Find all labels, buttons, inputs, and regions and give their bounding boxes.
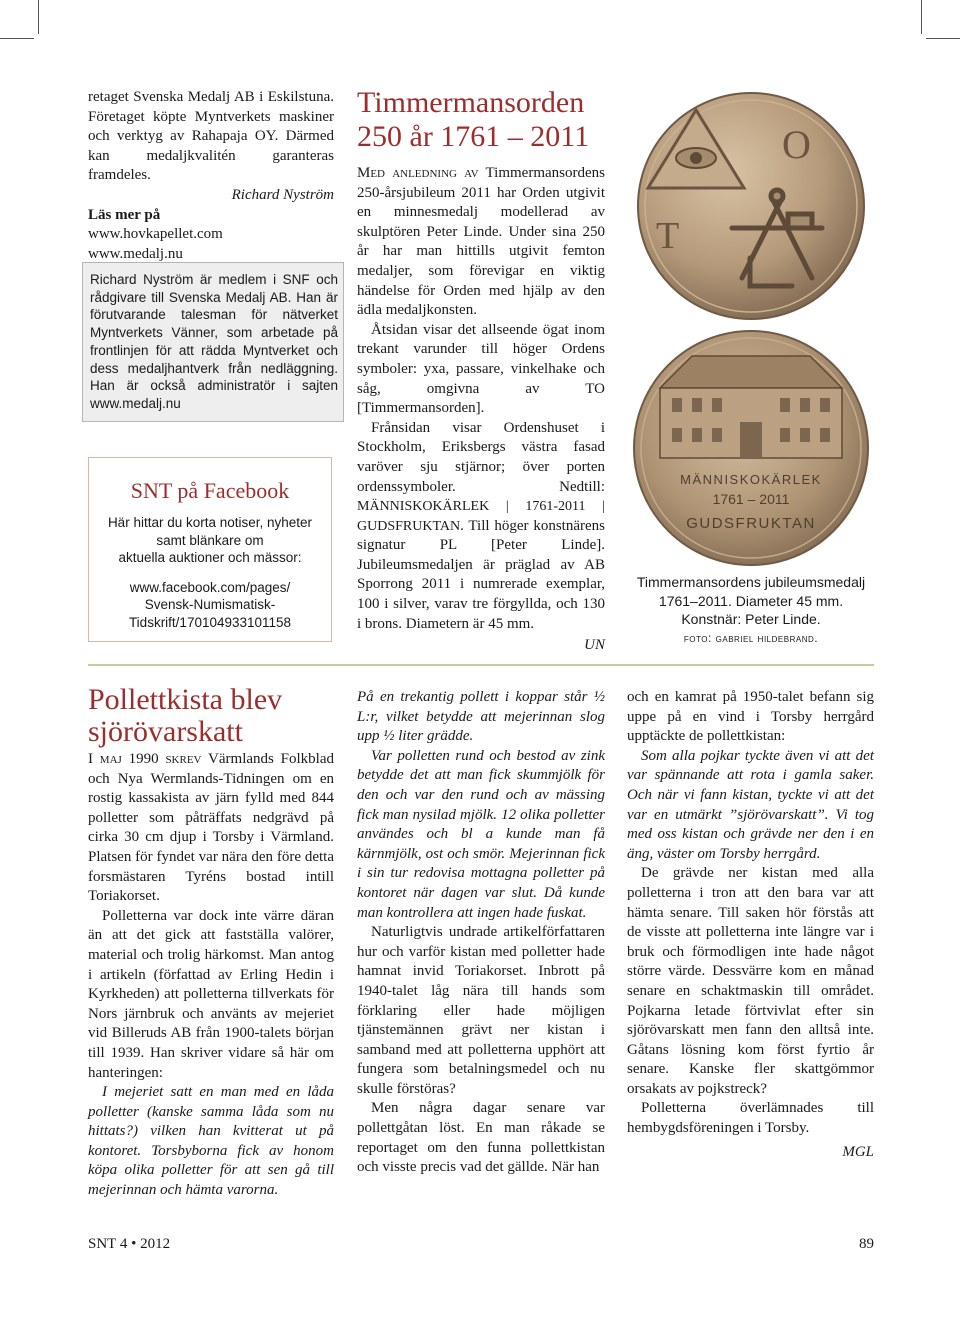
facebook-line: samt blänkare om — [156, 532, 264, 548]
medal-inscription: MÄNNISKOKÄRLEK | 1761-2011 | GUDSFRUKTAN — [357, 499, 605, 534]
paragraph: Värmlands Folkblad och Nya Wermlands-Tidningen om en rostig kassakista av järn fylld med 844 polletter som påträffats nedgrävd på cirka 30 cm djup i Torsby i Värmland. Platsen för fyndet var nära den före detta forsmästaren Tyréns bostad intill Toriakorset. — [88, 751, 334, 905]
lead-in: Med anledning av — [357, 165, 479, 181]
article-title: 250 år 1761 – 2011 — [357, 120, 590, 153]
author-bio-text: Richard Nyström är medlem i SNF och rådgivare till Svenska Medalj AB. Han är förutvarande talesman för nätverket Myntverkets Vänner, som arbetade på frontlinjen för att rädda Myntverket och dess medaljhantverk från nedläggning. Han är också administratör i sajten www.medalj.nu — [90, 272, 338, 411]
medal-image — [632, 88, 870, 568]
medal-caption: Timmermansordens jubileumsmedalj — [636, 574, 866, 590]
paragraph: och en kamrat på 1950-talet befann sig uppe på en vind i Torsby herrgård upptäckte de pollettkistan: — [627, 689, 874, 745]
building-icon — [660, 356, 842, 458]
lead-in: I maj — [88, 751, 122, 767]
paragraph: Timmermansordens 250-årsjubileum 2011 har Orden utgivit en minnesmedalj modellerad av skulptören Peter Linde. Under sina 250 år har man hittills utgivit femton medaljer, som förevigar en viktig händelse för Orden med hjälp av den ädla medaljkonsten. — [357, 165, 605, 319]
quote-paragraph: På en trekantig pollett i koppar står ½ L:r, vilket betydde att mejerinnan slog upp ½ liter grädde. — [357, 689, 605, 745]
paragraph: 1990 — [121, 751, 166, 767]
facebook-url[interactable]: Tidskrift/170104933101158 — [128, 614, 292, 630]
author-signature: Richard Nyström — [231, 186, 334, 203]
medal-inscription: 1761 – 2011 — [712, 491, 790, 507]
facebook-url[interactable]: Svensk-Numismatisk- — [144, 597, 276, 612]
article-title: Pollettkista blev — [88, 683, 283, 716]
paragraph: Naturligtvis undrade artikelförfattaren hur och varför kistan med polletter hade hamnat invid Toriakorset. Inbrott på 1940-talet låg nära till hands som förklaring eller hade möjligen tjänstemännen grävt ner kistan i samband med att polletterna upphört att fungera som betalningsmedel och nu skulle förstöras? — [357, 924, 605, 1097]
article-title: Timmermansorden — [357, 86, 585, 119]
lead-in: skrev — [165, 751, 202, 767]
medal-letter: T — [656, 215, 680, 257]
page-number: 89 — [859, 1236, 874, 1252]
crop-mark — [926, 38, 960, 39]
facebook-line: aktuella auktioner och mässor: — [118, 550, 302, 565]
medal-caption: 1761–2011. Diameter 45 mm. — [658, 592, 844, 609]
paragraph: Frånsidan visar Ordenshuset i Stockholm, Eriksbergs västra fasad varöver sju stjärnor; över porten ordenssymboler. Nedtill: — [357, 419, 605, 495]
crop-mark — [0, 38, 34, 39]
article-signature: MGL — [842, 1143, 874, 1160]
link-hovkapellet[interactable]: www.hovkapellet.com — [88, 226, 223, 243]
facebook-box — [88, 457, 332, 642]
article-signature: UN — [584, 637, 605, 654]
medal-column — [632, 88, 870, 647]
crop-mark — [38, 0, 39, 34]
section-divider — [88, 664, 874, 666]
medal-inscription: GUDSFRUKTAN — [686, 515, 816, 532]
article-title: sjörövarskatt — [88, 715, 243, 748]
facebook-url[interactable]: www.facebook.com/pages/ — [129, 579, 291, 595]
article-pollettkista-col3 — [627, 688, 874, 1162]
crop-mark — [921, 0, 922, 34]
medal-caption: Konstnär: Peter Linde. — [681, 611, 821, 627]
medal-reverse — [634, 331, 868, 565]
facebook-line: Här hittar du korta notiser, nyheter — [107, 515, 313, 530]
medal-obverse — [638, 93, 864, 319]
article-pollettkista-col2 — [357, 688, 605, 1178]
paragraph: . Till höger konstnärens signatur PL [Peter Linde]. Jubileumsmedaljen är präglad av AB Sporrong 2011 i numrerade exemplar, 100 i silver, varav tre förgyllda, och 130 i brons. Diametern är 45 mm. — [357, 517, 605, 632]
medal-inscription: MÄNNISKOKÄRLEK — [680, 472, 822, 487]
paragraph: Men några dagar senare var pollettgåtan löst. En man råkade se reportaget om den funna pollettkistan och visste precis vad det gällde. När han — [357, 1100, 605, 1176]
paragraph: De grävde ner kistan med alla polletterna i tron att den bara var att hämta senare. Till saken hör förstås att de visste att polletterna inte längre var i bruk och förmodligen inte hade något större värde. Dessvärre kom en månad senare en schaktmaskin till området. Pojkarna letade förtvivlat efter sin sjörövarskatt men fann den alltså inte. Gåtans lösning kom först fyrtio år senare. Kanske fler skattgömmor orsakats av pojkstreck? — [627, 865, 874, 1097]
paragraph: Polletterna överlämnades till hembygdsföreningen i Torsby. — [627, 1100, 874, 1137]
article-pollettkista-col1 — [88, 684, 334, 1201]
medal-letter: O — [782, 122, 811, 167]
read-more-label: Läs mer på — [88, 206, 161, 223]
quote-paragraph: I mejeriet satt en man med en låda polletter (kanske samma låda som nu hittats?) vilken han kvitterat ut på kontoret. Torsbyborna fick av honom köpa olika polletter för att sen gå till mejerinnan och hämta varorna. — [88, 1084, 334, 1199]
paragraph: Åtsidan visar det allseende ögat inom trekant varunder till höger Ordens symboler: yxa, passare, vinkelhake och såg, omgivna av TO [Timmermansorden]. — [357, 321, 605, 417]
column-1-intro — [88, 88, 334, 264]
intro-paragraph: retaget Svenska Medalj AB i Eskilstuna. Företaget köpte Myntverkets maskiner och verktyg av Rahapaja OY. Därmed kan medaljkvalitén garanteras framdeles. — [88, 89, 334, 184]
author-bio-box — [82, 262, 344, 422]
quote-paragraph: Som alla pojkar tyckte även vi att det var spännande att rota i gamla saker. Och när vi fann kistan, tyckte vi att det var en utmärkt ”sjörövarskatt”. Vi tog med oss kistan och grävde ner den i en äng, väster om Torsby herrgård. — [627, 747, 874, 862]
footer-issue: SNT 4 • 2012 — [88, 1236, 171, 1252]
paragraph: Polletterna var dock inte värre däran än att det gick att fastställa valörer, material och trolig härkomst. Man antog i artikeln (författad av Erling Hedin i Kyrkheden) att polletterna tillverkats för Nors järnbruk och använts av mejeriet vid Billeruds AB från 1900-talets början till 1939. Han skriver vidare så här om hanteringen: — [88, 907, 334, 1081]
quote-paragraph: Var polletten rund och bestod av zink betydde det att man fick skummjölk för den och var den rund och av mässing fick man nysilad mjölk. 12 olika polletter användes och bl a kunde man få kärnmjölk, ost och smör. Mejerinnan fick i sin tur redovisa mottagna polletter på kontoret när dagen var slut. Då kunde man kontrollera att ingen hade fuskat. — [357, 747, 605, 921]
article-timmermansorden — [357, 86, 605, 656]
facebook-title: SNT på Facebook — [130, 478, 290, 503]
photo-credit: foto: gabriel hildebrand. — [683, 630, 819, 645]
link-medalj[interactable]: www.medalj.nu — [88, 245, 183, 262]
